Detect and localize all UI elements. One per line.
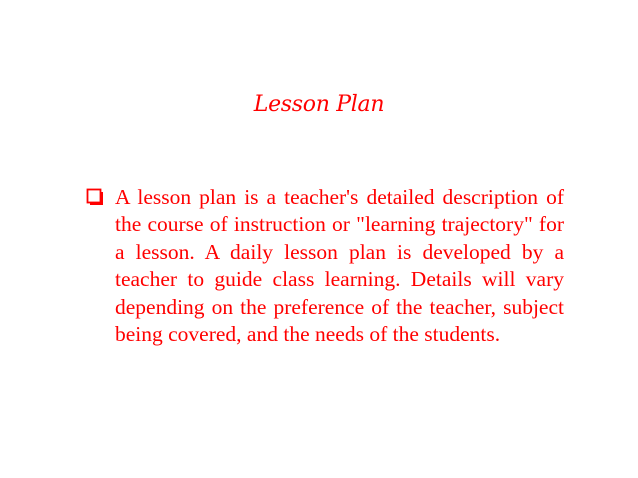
bullet-item bbox=[86, 184, 564, 348]
slide-title: Lesson Plan bbox=[253, 92, 385, 117]
checkbox-square-icon bbox=[86, 188, 104, 206]
bullet-text: A lesson plan is a teacher's detailed description of the course of instruction or "learning trajectory" for a lesson. A daily lesson plan is developed by a teacher to guide class learning. Details will vary depending on the preference of the teacher, subject being covered, and the needs of the students. bbox=[115, 185, 564, 347]
